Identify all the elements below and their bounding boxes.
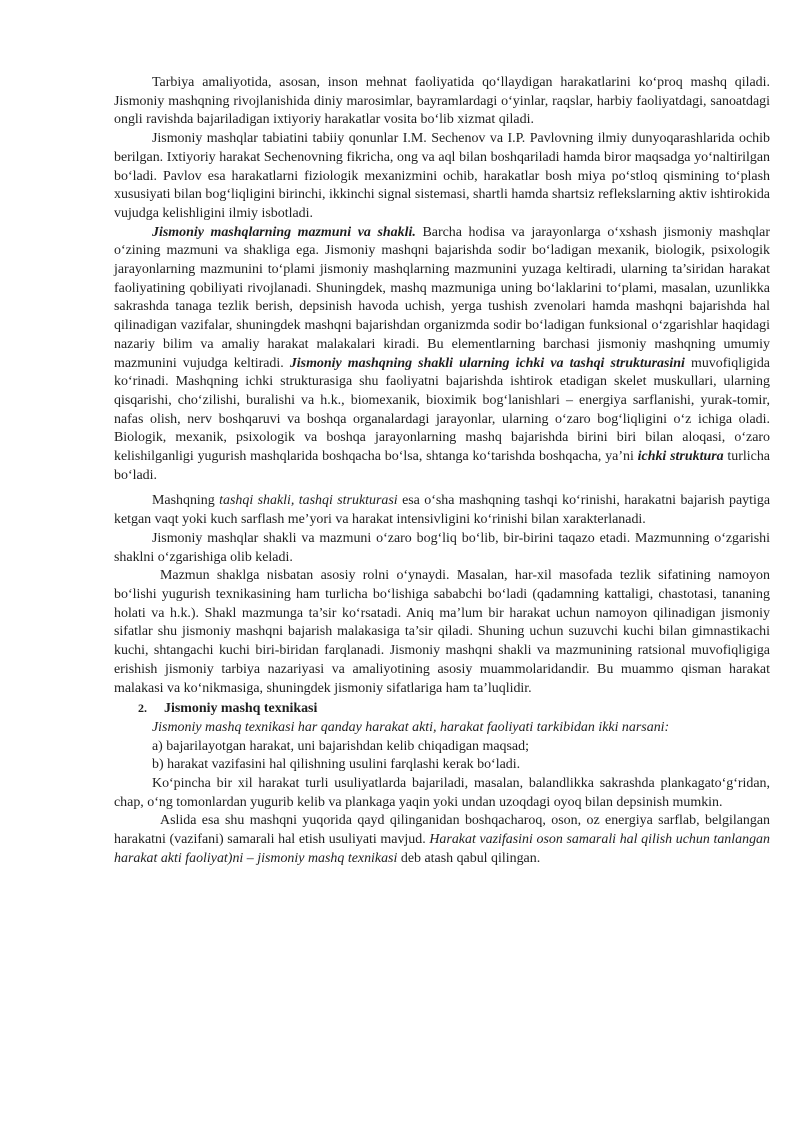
paragraph-9-text-b: deb atash qabul qilingan. (397, 850, 541, 866)
emphasis-inner-structure: ichki struktura (637, 449, 724, 465)
paragraph-9-text-a: Aslida esa shu mashqni yuqorida qayd qilinganidan boshqacharoq, oson, oz energiya sarflab, belgilangan harakatni (vazifani) samarali hal etish usuliyati mavjud. (114, 813, 770, 848)
paragraph-2: Jismoniy mashqlar tabiatini tabiiy qonunlar I.M. Sechenov va I.P. Pavlovning ilmiy dunyoqarashlarida ochib berilgan. Ixtiyoriy harakat Sechenovning fikricha, ong va aql bilan boshqariladi hamda biror maqsadga yo‘naltirilgan bo‘ladi. Pavlov esa harakatlarni fiziologik mexanizmini ochib, harakatlar bosh miya po‘stloq qismining to‘plash xususiyati bilan bog‘liqligini birinchi, ikkinchi signal sistemasi, shartli hamda shartsiz reflekslarning aktiv ishtirokida vujudga kelishligini ilmiy isbotladi. (114, 131, 770, 221)
section-heading (114, 699, 770, 719)
emphasis-form-structure: Jismoniy mashqning shakli ularning ichki va tashqi strukturasini (289, 355, 685, 371)
paragraph-4 (114, 492, 770, 529)
paragraph-8: Ko‘pincha bir xil harakat turli usuliyatlarda bajariladi, masalan, balandlikka sakrashda plankagato‘g‘ridan, chap, o‘ng tomonlardan yugurib kelib va plankaga yaqin yoki undan uzoqdagi oyoq bilan depsinish mumkin. (114, 776, 770, 810)
paragraph-4-text-b: esa o‘sha mashqning tashqi ko‘rinishi, harakatni bajarish paytiga ketgan vaqt yoki kuch sarflash me’yori va harakat intensivligini ko‘rinishi bilan xarakterlanadi. (114, 493, 771, 528)
section-title-content-form: Jismoniy mashqlarning mazmuni va shakli. (152, 224, 416, 240)
paragraph-3-text-c: turlicha bo‘ladi. (114, 449, 770, 483)
paragraph-1: Tarbiya amaliyotida, asosan, inson mehnat faoliyatida qo‘llaydigan harakatlarini ko‘proq mashq qiladi. Jismoniy mashqning rivojlanishida diniy marosimlar, bayramlardagi o‘yinlar, raqslar, harbiy faoliyatdagi, sanoatdagi ongli ravishda bajariladigan ixtiyoriy harakatlar vosita bo‘lib xizmat qiladi. (114, 75, 770, 128)
paragraph-9 (114, 812, 770, 868)
paragraph-3-text-b: muvofiqligida ko‘rinadi. Mashqning ichki strukturasiga shu faoliyatni bajarishda ishtirok etadigan skelet muskullari, ularning qisqarishi, cho‘zilishi, buralishi va h.k., biomexanik, bioximik bog‘lanishlari – energiya sarflanishi, yurak-tomir, nafas olish, nerv boshqaruvi va boshqa organalardagi jarayonlar, ularning o‘zaro bog‘liqligini o‘z ichiga oladi. Biologik, mexanik, psixologik va boshqa jarayonlarning mashq bajarishda birini biri bilan aloqasi, o‘zaro kelishilganligi yugurish mashqlarida boshqacha bo‘lsa, shtanga ko‘tarishda boshqacha, ya’ni (114, 355, 770, 465)
list-item-b: b) harakat vazifasini hal qilishning usulini farqlashi kerak bo‘ladi. (152, 757, 521, 773)
paragraph-5: Jismoniy mashqlar shakli va mazmuni o‘zaro bog‘liq bo‘lib, bir-birini taqazo etadi. Mazmunning o‘zgarishi shaklni o‘zgarishiga olib keladi. (114, 530, 770, 565)
emphasis-technique-definition: Harakat vazifasini oson samarali hal qilish uchun tanlangan harakat akti faoliyat)ni – jismoniy mashq texnikasi (114, 832, 770, 866)
section-number: 2. (138, 701, 147, 716)
paragraph-3 (114, 224, 770, 486)
list-item-a: a) bajarilayotgan harakat, uni bajarishdan kelib chiqadigan maqsad; (152, 738, 529, 754)
emphasis-outer-form: tashqi shakli, tashqi strukturasi (219, 493, 398, 509)
section-heading-text: Jismoniy mashq texnikasi (164, 701, 318, 717)
paragraph-6: Mazmun shaklga nisbatan asosiy rolni o‘ynaydi. Masalan, har-xil masofada tezlik sifatining namoyon bo‘lishi yugurish texnikasining ham turlicha bo‘lishiga sababchi bo‘ladi (qadamning kattaligi, chastotasi, tananing holati va h.k.). Shakl mazmunga ta’sir ko‘rsatadi. Aniq ma’lum bir harakat uchun namoyon qilinadigan jismoniy sifatlar shu jismoniy mashqni bajarish malakasiga ta’sir qiladi. Shuning uchun suzuvchi kuchi bilan gimnastikachi kuchi, shtangachi kuchi biri-biridan farqlanadi. Jismoniy mashqni shakli va mazmunining ratsional muvofiqligiga erishish jismoniy tarbiya nazariyasi va amaliyotining asosiy muammolaridandir. Bu muammo qisman harakat malakasi va ko‘nikmasiga, shuningdek jismoniy sifatlariga ham ta’luqlidir. (114, 568, 770, 696)
paragraph-4-text-a: Mashqning (152, 493, 220, 509)
paragraph-3-text-a: Barcha hodisa va jarayonlarga o‘xshash jismoniy mashqlar o‘zining mazmuni va shakliga ega. Jismoniy mashqni bajarishda sodir bo‘ladigan mexanik, biologik, psixologik jarayonlarning mazmunini to‘plami jismoniy mashqlarning mazmunini yuzaga keltiradi, ularning ta’siridan harakat faoliyatining qobiliyati rivojlanadi. Shuningdek, mashq mazmuniga uning bo‘laklarini to‘plami, masalan, uzunlikka sakrashda tanaga tezlik berish, depsinish havoda uchish, yerga tushish zvenolari hamda mashqni bajarishda hal qilinadigan vazifalar, shuningdek mashqni bajarishdan organizmda sodir bo‘ladigan funksional o‘zgarishlar haqidagi nazariy bilim va amaliy harakat malakalari kiradi. Bu elementlarning barchasi jismoniy mashqning umumiy mazmunini vujudga keltiradi. (114, 224, 770, 371)
paragraph-7: Jismoniy mashq texnikasi har qanday harakat akti, harakat faoliyati tarkibidan ikki narsani: (152, 719, 670, 735)
